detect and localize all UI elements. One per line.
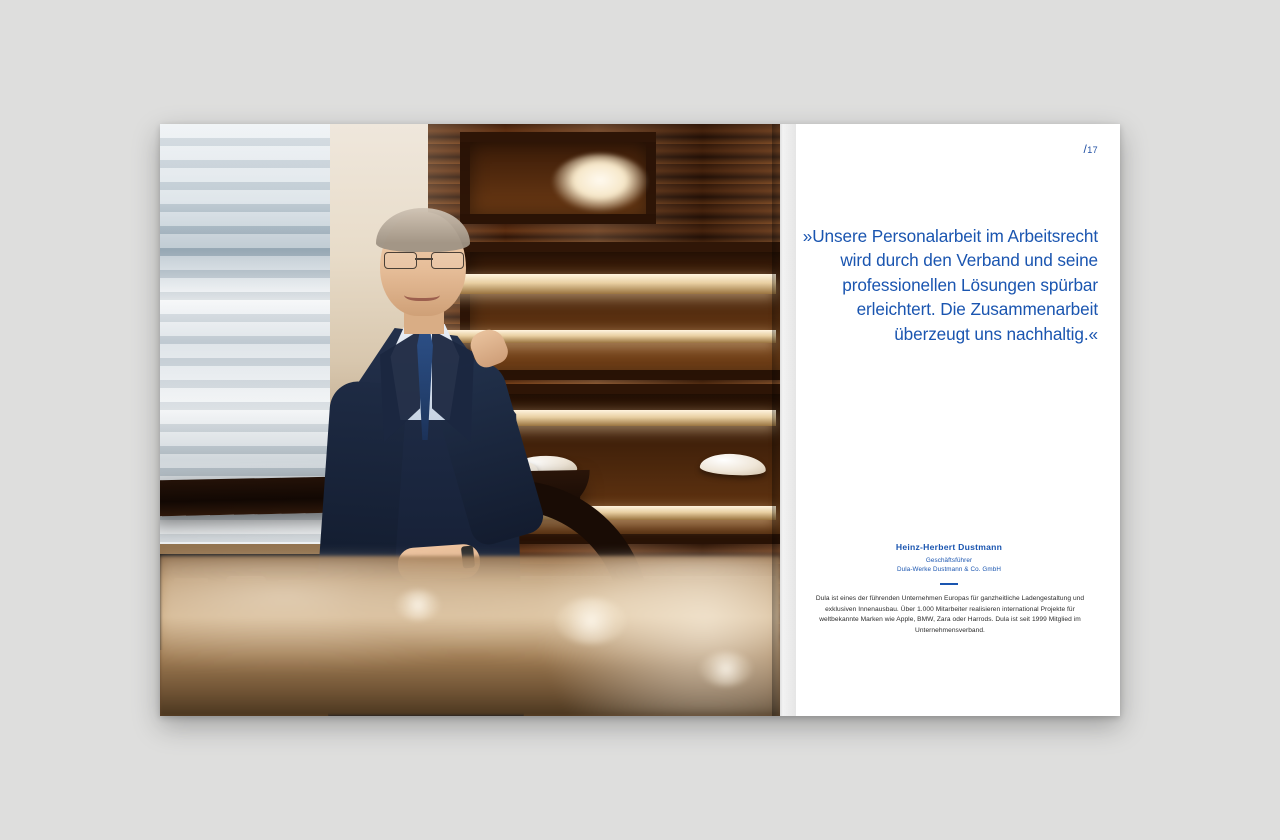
photo-person-glasses — [384, 252, 464, 268]
photo-ceiling-lamp-glow — [552, 154, 648, 212]
photo-bokeh-2 — [700, 652, 752, 686]
attribution-name: Heinz-Herbert Dustmann — [895, 542, 1003, 552]
right-page-text — [780, 124, 1120, 716]
glasses-lens-left — [384, 252, 417, 269]
pull-quote: »Unsere Personalarbeit im Arbeitsrecht wird durch den Verband und seine professionellen Lösungen spürbar erleichtert. Die Zusammenarbeit überzeugt uns nachhaltig.« — [802, 226, 1098, 344]
page-folio — [1083, 142, 1098, 156]
left-page-photo — [160, 124, 780, 716]
folio-slash: / — [1083, 142, 1088, 156]
company-description: Dula ist eines der führenden Unternehmen Europas für ganzheitliche Ladengestaltung und exklusiven Innenausbau. Über 1.000 Mitarbeiter realisieren international Projekte für weltbekannte Marken wie Apple, BMW, Zara oder Harrods. Dula ist seit 1999 Mitglied im Unternehmensverband. — [815, 595, 1085, 635]
glasses-bridge — [415, 258, 433, 260]
photo-person-hair — [376, 208, 470, 252]
photo-bokeh-1 — [556, 598, 626, 644]
photo-person-smile — [404, 286, 440, 301]
glasses-lens-right — [431, 252, 464, 269]
attribution-company: Dula-Werke Dustmann & Co. GmbH — [896, 566, 1001, 574]
quote-attribution — [800, 542, 1098, 585]
photo-bokeh-3 — [396, 590, 440, 620]
photo-glossy-foreground — [160, 556, 780, 716]
attribution-divider — [940, 583, 958, 585]
page-number: 17 — [1087, 145, 1098, 155]
attribution-role: Geschäftsführer — [925, 557, 973, 564]
magazine-spread — [160, 124, 1120, 716]
